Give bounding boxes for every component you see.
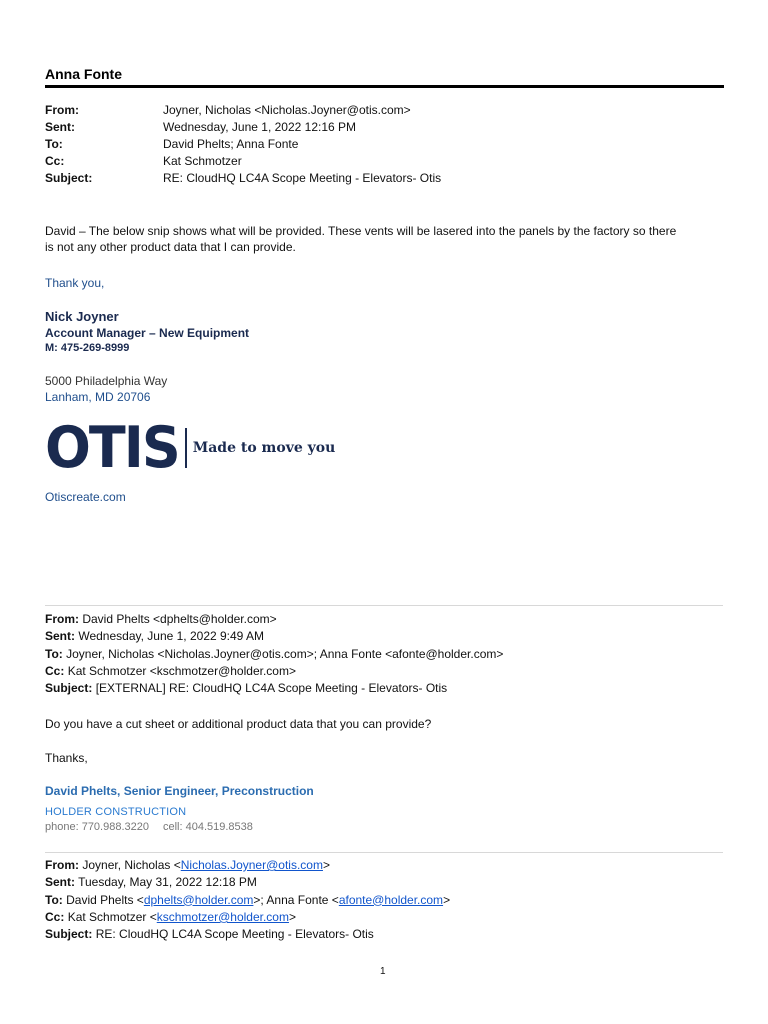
sent-value: Wednesday, June 1, 2022 12:16 PM xyxy=(163,120,357,134)
quoted2-cc-label: Cc: xyxy=(45,663,65,678)
quoted2-subject: [EXTERNAL] RE: CloudHQ LC4A Scope Meeting - Elevators- Otis xyxy=(95,681,448,696)
quoted2-cc-row xyxy=(45,663,503,680)
email-header xyxy=(45,102,441,187)
quoted3-from-email-link[interactable]: Nicholas.Joyner@otis.com xyxy=(180,858,323,872)
quoted3-to-mid: >; Anna Fonte < xyxy=(253,892,339,907)
page-number: 1 xyxy=(380,966,386,977)
quoted3-from-label: From: xyxy=(45,858,79,872)
quoted2-to-row xyxy=(45,646,503,663)
quoted3-subject-row xyxy=(45,926,450,943)
website-link[interactable]: Otiscreate.com xyxy=(45,490,126,504)
quoted3-cc-post: > xyxy=(288,909,296,924)
quoted2-sent: Wednesday, June 1, 2022 9:49 AM xyxy=(78,629,265,644)
quoted3-to-email-link-2[interactable]: afonte@holder.com xyxy=(338,892,444,907)
quoted2-to-label: To: xyxy=(45,646,63,661)
subject-value: RE: CloudHQ LC4A Scope Meeting - Elevators- Otis xyxy=(163,171,442,185)
quoted3-to-email-link-1[interactable]: dphelts@holder.com xyxy=(143,892,254,907)
header-sent-row xyxy=(45,119,441,136)
signature-name: Nick Joyner xyxy=(45,309,119,324)
header-from-row xyxy=(45,102,441,119)
quoted3-to-row xyxy=(45,892,450,909)
quoted2-subject-row xyxy=(45,680,503,697)
quoted3-subject: RE: CloudHQ LC4A Scope Meeting - Elevators- Otis xyxy=(95,927,374,942)
signature-address-line-2: Lanham, MD 20706 xyxy=(45,390,151,404)
to-value: David Phelts; Anna Fonte xyxy=(163,137,299,151)
quoted3-from-row xyxy=(45,857,450,874)
message-body xyxy=(45,223,725,255)
from-value: Joyner, Nicholas <Nicholas.Joyner@otis.com> xyxy=(163,103,411,117)
quoted3-from-post: > xyxy=(322,858,330,872)
quoted-header-3 xyxy=(45,857,450,943)
otis-logo-wordmark: OTIS xyxy=(45,414,179,481)
header-to-row xyxy=(45,136,441,153)
quoted3-cc-row xyxy=(45,909,450,926)
quoted2-closing: Thanks, xyxy=(45,751,88,765)
logo-divider xyxy=(185,428,187,468)
cc-label: Cc: xyxy=(45,154,65,168)
quoted2-sent-label: Sent: xyxy=(45,629,75,644)
subject-label: Subject: xyxy=(45,171,93,185)
mailbox-owner: Anna Fonte xyxy=(45,66,122,82)
quoted2-to: Joyner, Nicholas <Nicholas.Joyner@otis.com>; Anna Fonte <afonte@holder.com> xyxy=(66,646,504,661)
quoted2-subject-label: Subject: xyxy=(45,681,93,696)
quoted3-cc-email-link[interactable]: kschmotzer@holder.com xyxy=(156,909,289,924)
quoted2-from-label: From: xyxy=(45,612,79,626)
quoted2-signature-name: David Phelts, Senior Engineer, Preconstruction xyxy=(45,784,314,798)
quoted3-to-pre: David Phelts < xyxy=(66,892,144,907)
signature-title: Account Manager – New Equipment xyxy=(45,326,250,340)
quoted3-cc-label: Cc: xyxy=(45,909,65,924)
quoted3-sent-row xyxy=(45,874,450,891)
quoted2-signature-company: HOLDER CONSTRUCTION xyxy=(45,806,187,818)
message-separator-1 xyxy=(45,605,723,606)
message-separator-2 xyxy=(45,852,723,853)
header-subject-row xyxy=(45,170,441,187)
signature-phone: M: 475-269-8999 xyxy=(45,342,130,354)
signature-address-line-1: 5000 Philadelphia Way xyxy=(45,374,168,388)
body-line-2: is not any other product data that I can provide. xyxy=(45,240,296,254)
quoted3-to-post: > xyxy=(443,892,451,907)
quoted2-phone: phone: 770.988.3220 xyxy=(45,821,149,833)
header-rule xyxy=(45,85,724,88)
body-line-1: David – The below snip shows what will be provided. These vents will be lasered into the panels by the factory so there xyxy=(45,224,677,238)
quoted-header-2 xyxy=(45,611,503,697)
quoted3-sent-label: Sent: xyxy=(45,875,75,890)
quoted3-subject-label: Subject: xyxy=(45,927,93,942)
header-cc-row xyxy=(45,153,441,170)
from-label: From: xyxy=(45,103,79,117)
otis-logo-tagline: Made to move you xyxy=(192,440,336,456)
quoted3-cc-pre: Kat Schmotzer < xyxy=(67,909,157,924)
quoted2-from-row xyxy=(45,611,503,628)
quoted2-sent-row xyxy=(45,628,503,645)
quoted2-from: David Phelts <dphelts@holder.com> xyxy=(82,612,277,626)
to-label: To: xyxy=(45,137,63,151)
quoted2-signature-phones xyxy=(45,821,267,833)
quoted2-cell: cell: 404.519.8538 xyxy=(163,821,253,833)
quoted2-cc: Kat Schmotzer <kschmotzer@holder.com> xyxy=(67,663,296,678)
otis-logo xyxy=(45,414,336,481)
quoted2-body: Do you have a cut sheet or additional product data that you can provide? xyxy=(45,717,432,731)
quoted3-from-pre: Joyner, Nicholas < xyxy=(82,858,181,872)
sent-label: Sent: xyxy=(45,120,75,134)
quoted3-sent: Tuesday, May 31, 2022 12:18 PM xyxy=(78,875,257,890)
cc-value: Kat Schmotzer xyxy=(163,154,242,168)
quoted3-to-label: To: xyxy=(45,892,63,907)
closing-text: Thank you, xyxy=(45,276,105,290)
